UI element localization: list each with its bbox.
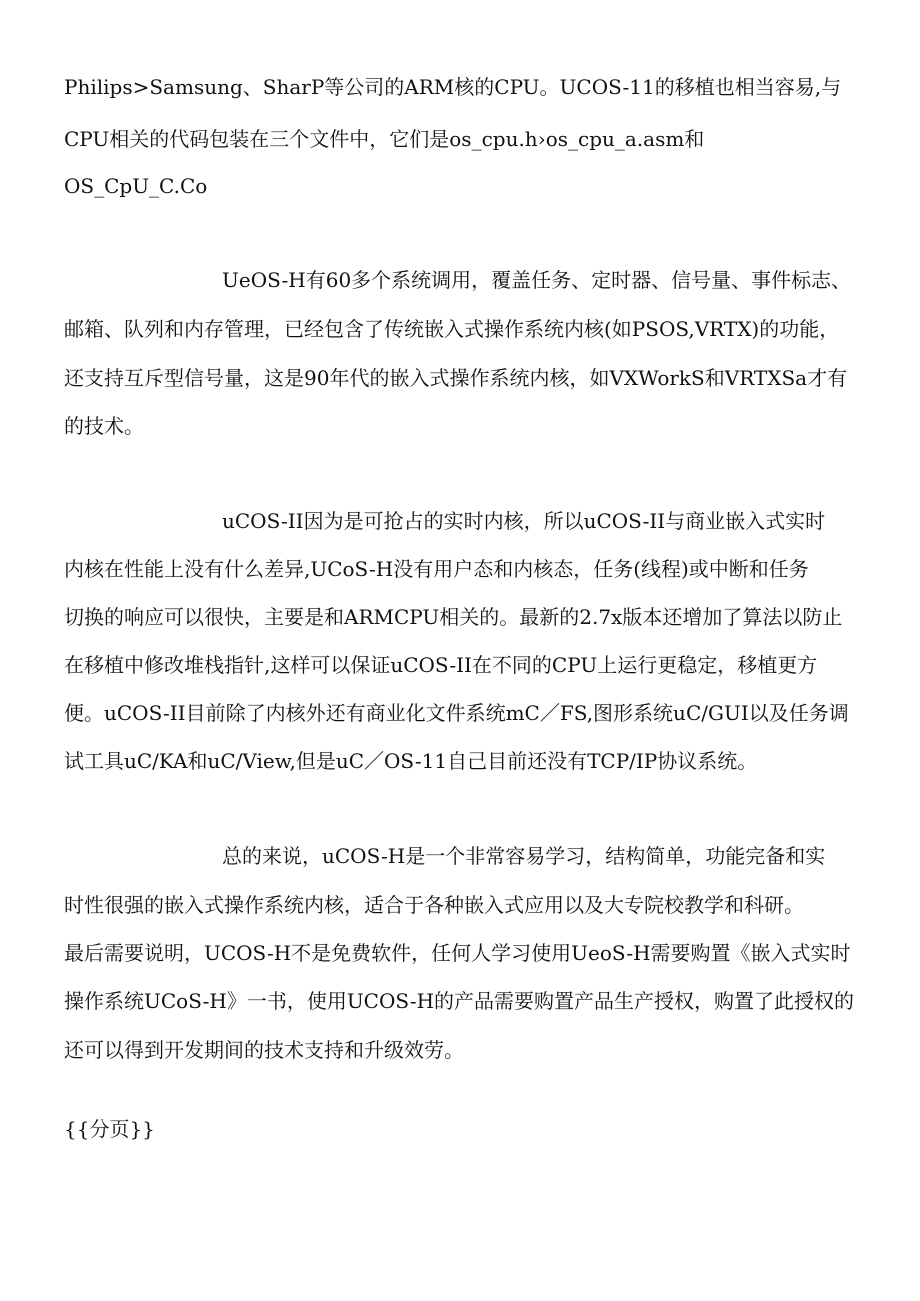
para2-line-3: 还支持互斥型信号量，这是90年代的嵌入式操作系统内核，如VXWorkS和VRTXSa才有	[64, 366, 848, 390]
para2-line-1: UeOS-H有60多个系统调用，覆盖任务、定时器、信号量、事件标志、	[222, 268, 852, 292]
para3-line-6: 试工具uC/KA和uC/View,但是uC／OS-11自己目前还没有TCP/IP协议系统。	[64, 749, 758, 773]
page-break-marker: {{分页}}	[64, 1117, 155, 1141]
para4-line-4: 操作系统UCoS-H》一书，使用UCOS-H的产品需要购置产品生产授权，购置了此授权的	[64, 989, 855, 1013]
para4-line-2: 时性很强的嵌入式操作系统内核，适合于各种嵌入式应用以及大专院校教学和科研。	[64, 893, 804, 917]
para3-line-4: 在移植中修改堆栈指针,这样可以保证uCOS-II在不同的CPU上运行更稳定，移植更方	[64, 653, 818, 677]
para2-line-2: 邮箱、队列和内存管理，已经包含了传统嵌入式操作系统内核(如PSOS,VRTX)的功能，	[64, 317, 840, 341]
para3-line-2: 内核在性能上没有什么差异,UCoS-H没有用户态和内核态，任务(线程)或中断和任务	[64, 557, 809, 581]
intro-line-2: CPU相关的代码包装在三个文件中，它们是os_cpu.h›os_cpu_a.asm和	[64, 127, 705, 151]
intro-line-3: OS_CpU_C.Co	[64, 174, 208, 198]
para4-line-3: 最后需要说明，UCOS-H不是免费软件，任何人学习使用UeoS-H需要购置《嵌入式实时	[64, 941, 851, 965]
para2-line-4: 的技术。	[64, 414, 144, 438]
para4-line-1: 总的来说，uCOS-H是一个非常容易学习，结构简单，功能完备和实	[222, 844, 826, 868]
para3-line-1: uCOS-II因为是可抢占的实时内核，所以uCOS-II与商业嵌入式实时	[222, 509, 826, 533]
intro-line-1: Philips>Samsung、SharP等公司的ARM核的CPU。UCOS-11的移植也相当容易,与	[64, 75, 842, 99]
para4-line-5: 还可以得到开发期间的技术支持和升级效劳。	[64, 1038, 464, 1062]
para3-line-3: 切换的响应可以很快，主要是和ARMCPU相关的。最新的2.7x版本还增加了算法以防止	[64, 605, 843, 629]
para3-line-5: 便。uCOS-II目前除了内核外还有商业化文件系统mC／FS,图形系统uC/GUI以及任务调	[64, 701, 849, 725]
